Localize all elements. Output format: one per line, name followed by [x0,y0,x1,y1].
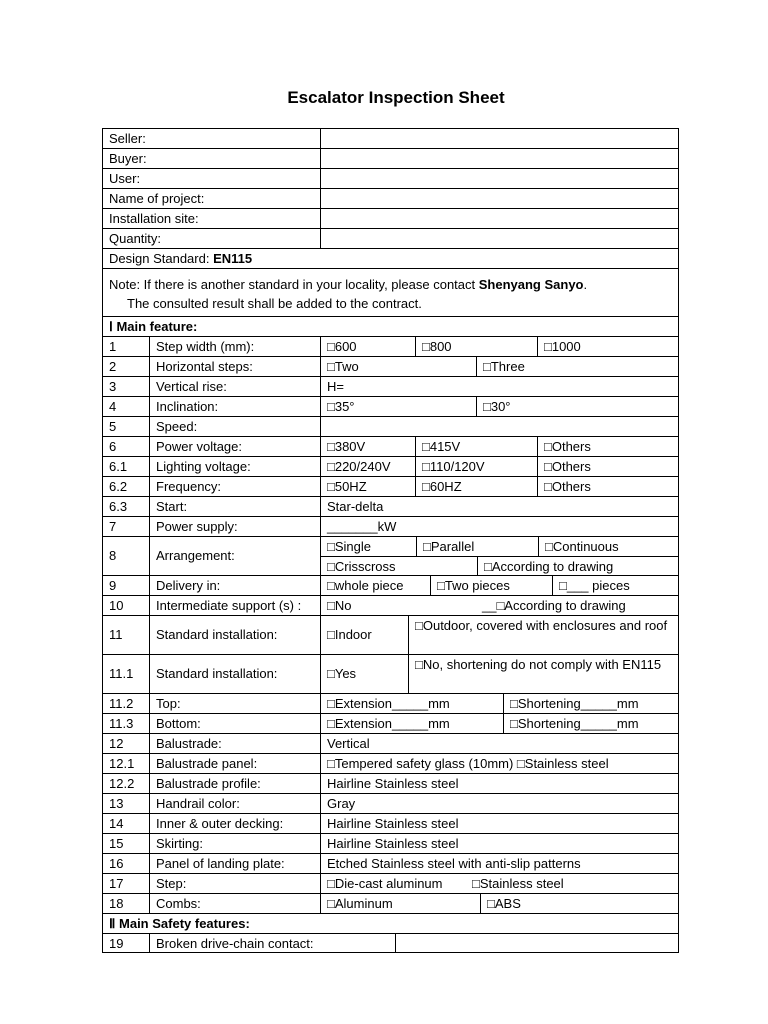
option-1000-checkbox[interactable]: □1000 [537,337,678,356]
option-110v-checkbox[interactable]: □110/120V [415,457,537,476]
item-label: Balustrade profile: [149,774,320,793]
item-number: 6 [109,439,117,454]
buyer-row [102,148,679,168]
row-balustrade [102,733,679,753]
quantity-field[interactable] [320,229,678,248]
item-label: Top: [149,694,320,713]
design-standard-label: Design Standard: [109,251,214,266]
row-inclination [102,396,679,416]
item-number: 17 [109,876,124,891]
vertical-rise-field[interactable]: H= [320,377,678,396]
option-two-pieces-checkbox[interactable]: □Two pieces [430,576,552,595]
option-others-checkbox[interactable]: □Others [537,437,678,456]
seller-row [102,128,679,148]
item-label: Broken drive-chain contact: [149,934,395,952]
option-30-checkbox[interactable]: □30° [476,397,678,416]
buyer-field[interactable] [320,149,678,168]
option-abs-checkbox[interactable]: □ABS [480,894,678,913]
option-others-checkbox[interactable]: □Others [537,477,678,496]
option-no-shortening-checkbox[interactable]: □No, shortening do not comply with EN115 [408,655,678,693]
item-label: Lighting voltage: [149,457,320,476]
item-number: 11.1 [109,666,134,681]
option-extension-checkbox[interactable]: □Extension_____mm [320,694,503,713]
item-number: 11 [109,627,123,642]
item-label: Start: [149,497,320,516]
site-field[interactable] [320,209,678,228]
item-number: 14 [109,816,124,831]
user-label: User: [109,171,141,186]
design-standard [103,249,678,268]
item-label: Step: [149,874,320,893]
item-label: Balustrade panel: [149,754,320,773]
landing-plate-value: Etched Stainless steel with anti-slip patterns [320,854,678,873]
item-number: 12.2 [109,776,135,791]
row-speed [102,416,679,436]
handrail-color-value: Gray [320,794,678,813]
item-number: 7 [109,519,117,534]
row-delivery [102,575,679,595]
item-label: Skirting: [149,834,320,853]
item-number: 16 [109,856,124,871]
row-start [102,496,679,516]
item-label: Speed: [149,417,320,436]
balustrade-panel-options[interactable]: □Tempered safety glass (10mm) □Stainless steel [320,754,678,773]
item-number: 11.3 [109,716,134,731]
row-lighting-voltage [102,456,679,476]
option-according-to-drawing-checkbox[interactable]: __□According to drawing [482,598,626,613]
row-step-width [102,336,679,356]
option-three-checkbox[interactable]: □Three [476,357,678,376]
project-row [102,188,679,208]
row-skirting [102,833,679,853]
row-landing-plate [102,853,679,873]
section-main-feature-title: Ⅰ Main feature: [109,319,198,334]
note-company: Shenyang Sanyo [478,277,584,292]
option-die-cast-aluminum-checkbox[interactable]: □Die-cast aluminum [320,874,466,893]
item-number: 4 [109,399,117,414]
row-balustrade-profile [102,773,679,793]
row-vertical-rise [102,376,679,396]
row-arrangement [102,536,679,575]
seller-label: Seller: [109,131,146,146]
item-label: Panel of landing plate: [149,854,320,873]
row-balustrade-panel [102,753,679,773]
standard-note [102,268,679,316]
decking-value: Hairline Stainless steel [320,814,678,833]
site-label: Installation site: [109,211,199,226]
balustrade-profile-value: Hairline Stainless steel [320,774,678,793]
item-label: Power supply: [149,517,320,536]
broken-drive-chain-field[interactable] [395,934,678,952]
option-parallel-checkbox[interactable]: □Parallel [416,537,538,556]
option-no-checkbox[interactable]: □No [320,596,476,615]
item-number: 13 [109,796,124,811]
section-safety-title: Ⅱ Main Safety features: [109,916,250,931]
option-415v-checkbox[interactable]: □415V [415,437,537,456]
row-standard-installation-compliance [102,654,679,693]
note-line-2: The consulted result shall be added to the contract. [127,296,422,311]
item-number: 1 [109,339,117,354]
option-stainless-steel-checkbox[interactable]: □Stainless steel [472,876,564,891]
option-indoor-checkbox[interactable]: □Indoor [320,616,408,654]
row-intermediate-support [102,595,679,615]
item-label: Vertical rise: [149,377,320,396]
option-extension-checkbox[interactable]: □Extension_____mm [320,714,503,733]
note-suffix: . [583,277,588,292]
row-horizontal-steps [102,356,679,376]
item-number: 12 [109,736,124,751]
option-60hz-checkbox[interactable]: □60HZ [415,477,537,496]
item-label: Power voltage: [149,437,320,456]
option-crisscross-checkbox[interactable]: □Crisscross [327,559,396,574]
option-shortening-checkbox[interactable]: □Shortening_____mm [503,714,678,733]
item-number: 6.3 [109,499,128,514]
item-number: 10 [109,598,124,613]
project-label: Name of project: [109,191,205,206]
item-label: Horizontal steps: [149,357,320,376]
row-combs [102,893,679,913]
site-row [102,208,679,228]
item-label: Bottom: [149,714,320,733]
note-prefix: Note: If there is another standard in your locality, please contact [109,277,479,292]
option-50hz-checkbox[interactable]: □50HZ [320,477,415,496]
user-row [102,168,679,188]
item-number: 12.1 [109,756,135,771]
speed-field[interactable] [320,417,678,436]
item-label: Standard installation: [149,655,320,693]
option-220v-checkbox[interactable]: □220/240V [320,457,415,476]
row-decking [102,813,679,833]
option-35-checkbox[interactable]: □35° [320,397,476,416]
item-number: 8 [109,548,117,563]
item-number: 19 [109,936,124,951]
option-380v-checkbox[interactable]: □380V [320,437,415,456]
option-outdoor-checkbox[interactable]: □Outdoor, covered with enclosures and roof [408,616,678,654]
item-number: 18 [109,896,124,911]
item-label: Arrangement: [149,537,320,575]
option-shortening-checkbox[interactable]: □Shortening_____mm [503,694,678,713]
item-label: Delivery in: [149,576,320,595]
option-others-checkbox[interactable]: □Others [537,457,678,476]
item-label: Handrail color: [149,794,320,813]
section-main-feature [102,316,679,336]
option-continuous-checkbox[interactable]: □Continuous [538,537,678,556]
option-800-checkbox[interactable]: □800 [415,337,537,356]
item-label: Standard installation: [149,616,320,654]
section-main-safety-features [102,913,679,933]
item-number: 15 [109,836,124,851]
design-standard-value: EN115 [213,251,253,266]
item-number: 6.2 [109,479,128,494]
note-line-1 [109,275,678,294]
item-label: Inclination: [149,397,320,416]
row-broken-drive-chain [102,933,679,953]
item-label: Intermediate support (s) : [149,596,320,615]
start-value: Star-delta [320,497,678,516]
item-number: 5 [109,419,117,434]
buyer-label: Buyer: [109,151,147,166]
item-label: Combs: [149,894,320,913]
seller-field[interactable] [320,129,678,148]
project-field[interactable] [320,189,678,208]
row-handrail-color [102,793,679,813]
item-label: Balustrade: [149,734,320,753]
page-title: Escalator Inspection Sheet [287,88,505,107]
row-frequency [102,476,679,496]
balustrade-value: Vertical [320,734,678,753]
option-pieces-checkbox[interactable]: □___ pieces [552,576,678,595]
item-number: 9 [109,578,117,593]
option-two-checkbox[interactable]: □Two [320,357,476,376]
inspection-table [102,128,679,953]
row-standard-installation [102,615,679,654]
option-600-checkbox[interactable]: □600 [320,337,415,356]
power-supply-field[interactable]: _______kW [320,517,678,536]
item-number: 2 [109,359,117,374]
option-single-checkbox[interactable]: □Single [327,539,371,554]
row-power-voltage [102,436,679,456]
skirting-value: Hairline Stainless steel [320,834,678,853]
item-label: Frequency: [149,477,320,496]
quantity-row [102,228,679,248]
option-according-to-drawing-checkbox[interactable]: □According to drawing [477,557,678,575]
item-number: 3 [109,379,117,394]
quantity-label: Quantity: [109,231,162,246]
item-number: 6.1 [109,459,128,474]
item-label: Step width (mm): [149,337,320,356]
option-aluminum-checkbox[interactable]: □Aluminum [320,894,480,913]
item-label: Inner & outer decking: [149,814,320,833]
row-power-supply [102,516,679,536]
row-top [102,693,679,713]
design-standard-row [102,248,679,268]
row-bottom [102,713,679,733]
item-number: 11.2 [109,696,134,711]
row-step [102,873,679,893]
option-yes-checkbox[interactable]: □Yes [320,655,408,693]
user-field[interactable] [320,169,678,188]
option-whole-piece-checkbox[interactable]: □whole piece [320,576,430,595]
